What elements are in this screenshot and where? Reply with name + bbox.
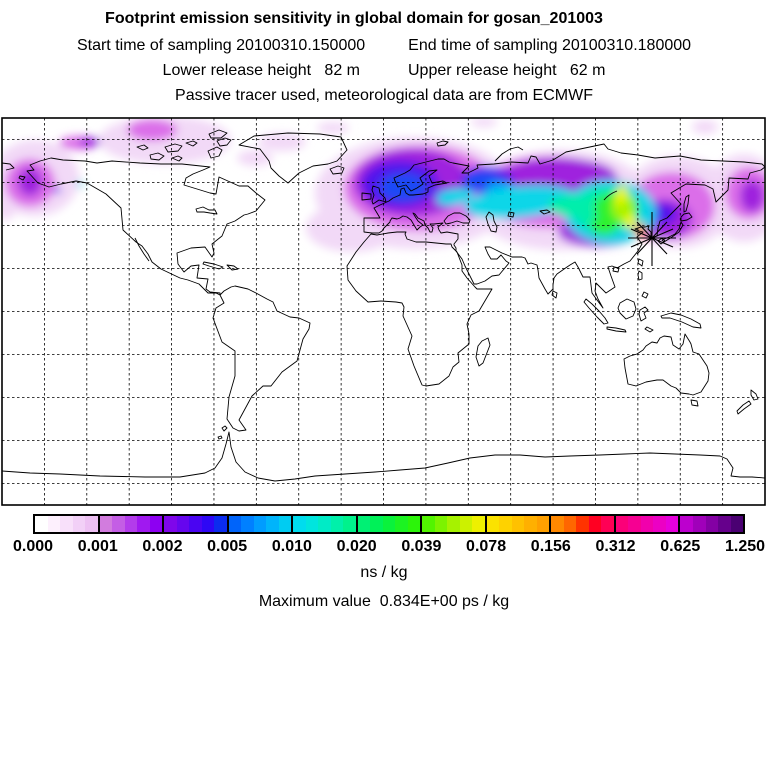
colorbar-cell [435,516,448,532]
colorbar-cell [601,516,614,532]
colorbar-segment [485,516,550,532]
coastline-australia [624,334,709,395]
colorbar-tick-label: 0.010 [271,538,312,555]
colorbar-cell [164,516,177,532]
coastline-taiwan-hainan [613,259,643,272]
page-title: Footprint emission sensitivity in global domain for gosan_201003 [105,10,603,27]
colorbar-segment [98,516,163,532]
colorbar-cell [422,516,435,532]
colorbar-segment [356,516,421,532]
colorbar-tick-label: 0.000 [12,538,54,555]
colorbar-cell [266,516,279,532]
colorbar-cell [202,516,215,532]
colorbar-tick-label: 0.312 [595,538,636,555]
upper-release-text: Upper release height 62 m [408,62,606,79]
colorbar-tick-label: 0.078 [466,538,507,555]
colorbar-cell [35,516,48,532]
colorbar-cell [693,516,706,532]
colorbar-cell [73,516,86,532]
colorbar-cell [189,516,202,532]
colorbar-cell [641,516,654,532]
colorbar-cell [564,516,577,532]
colorbar-cell [85,516,98,532]
colorbar-cell [512,516,525,532]
colorbar-cell [318,516,331,532]
colorbar-tick-label: 0.156 [530,538,571,555]
colorbar-tick-label: 0.001 [77,538,118,555]
tracer-info-line: Passive tracer used, meteorological data are from ECMWF [175,87,593,104]
colorbar-segment [291,516,356,532]
colorbar-cell [150,516,163,532]
colorbar-tick-label: 0.039 [401,538,442,555]
colorbar-tick-label: 0.005 [207,538,248,555]
colorbar-cell [551,516,564,532]
colorbar-tick-label: 0.020 [336,538,377,555]
colorbar-cell [306,516,319,532]
coastline-africa [347,232,492,386]
colorbar-cell [279,516,292,532]
colorbar-cell [666,516,679,532]
colorbar-cell [731,516,744,532]
colorbar-cell [460,516,473,532]
colorbar-cell [408,516,421,532]
colorbar-cell [653,516,666,532]
colorbar-cell [241,516,254,532]
colorbar-segment [227,516,292,532]
colorbar-cell [524,516,537,532]
colorbar-segment [162,516,227,532]
colorbar-cell [177,516,190,532]
colorbar-cell [112,516,125,532]
colorbar-cell [472,516,485,532]
colorbar-units: ns / kg [360,564,408,581]
colorbar [33,514,745,534]
colorbar-cell [254,516,267,532]
colorbar-cell [499,516,512,532]
start-time-text: Start time of sampling 20100310.150000 [76,37,366,54]
colorbar-tick-label: 0.625 [660,538,701,555]
colorbar-cell [229,516,242,532]
colorbar-cell [616,516,629,532]
colorbar-cell [125,516,138,532]
coastline-tasmania-nz [691,390,758,414]
colorbar-cell [706,516,719,532]
colorbar-cell [718,516,731,532]
colorbar-cell [293,516,306,532]
colorbar-segment [420,516,485,532]
colorbar-cell [589,516,602,532]
colorbar-tick-label: 1.250 [724,538,766,555]
max-value-text: Maximum value 0.834E+00 ps / kg [258,593,510,610]
coastline-baja [135,238,149,261]
colorbar-cell [383,516,396,532]
colorbar-cell [331,516,344,532]
antarctic-peninsula-islands [218,426,227,439]
emission-plume [0,116,768,252]
colorbar-cell [680,516,693,532]
colorbar-cell [48,516,61,532]
colorbar-cell [447,516,460,532]
coastline-south-america [213,286,310,431]
colorbar-segment [35,516,98,532]
colorbar-cell [395,516,408,532]
colorbar-cell [214,516,227,532]
colorbar-cell [358,516,371,532]
end-time-text: End time of sampling 20100310.180000 [408,37,692,54]
colorbar-cell [576,516,589,532]
colorbar-cell [537,516,550,532]
coastline-philippines [638,271,648,298]
colorbar-cell [137,516,150,532]
colorbar-cell [343,516,356,532]
colorbar-cell [100,516,113,532]
colorbar-tick-label: 0.002 [142,538,183,555]
colorbar-cell [370,516,383,532]
colorbar-segment [549,516,614,532]
coastline-madagascar [476,338,490,366]
colorbar-tick-labels [12,538,766,556]
colorbar-cell [60,516,73,532]
colorbar-cell [628,516,641,532]
colorbar-cell [487,516,500,532]
coastline-indonesia [584,299,701,332]
lower-release-text: Lower release height 82 m [162,62,360,79]
colorbar-segment [614,516,679,532]
colorbar-segment [678,516,743,532]
